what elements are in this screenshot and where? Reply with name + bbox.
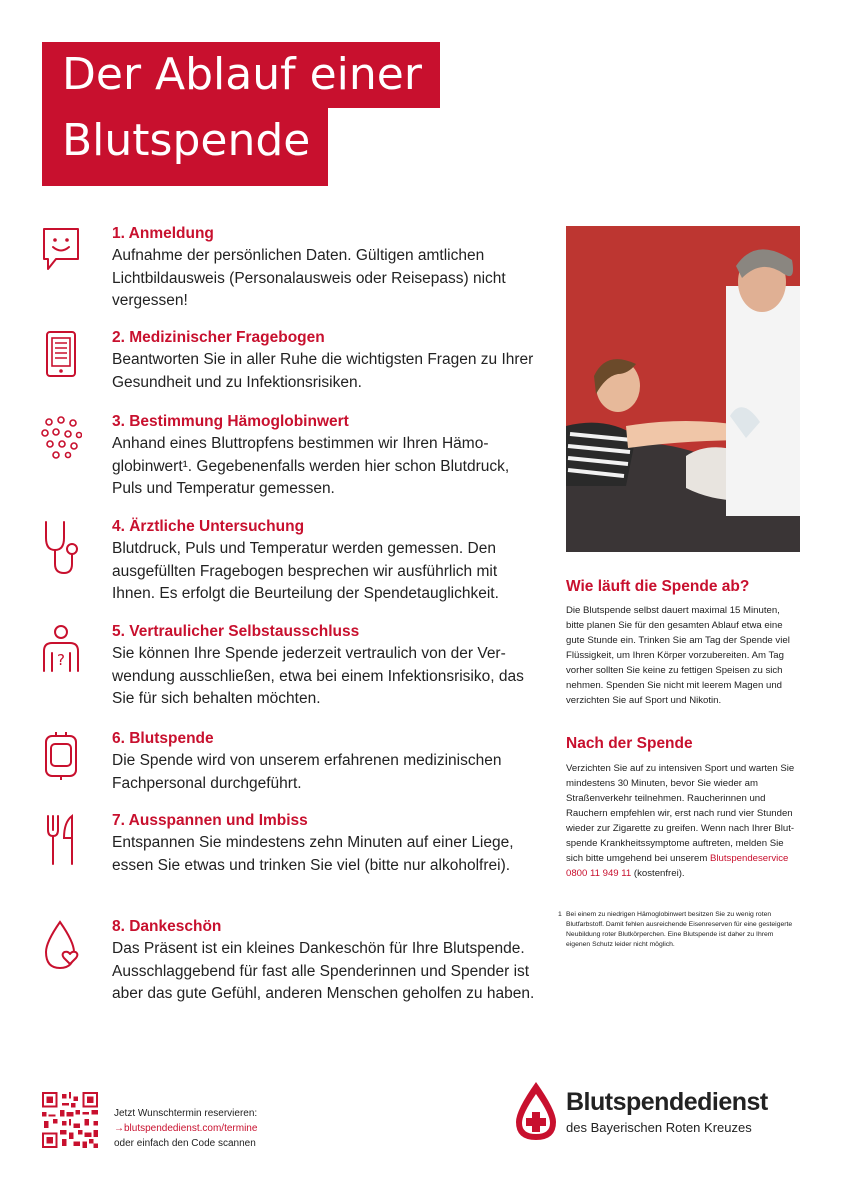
step-text: Anhand eines Bluttropfens bestimmen wir Ihren Hämoglobinwert¹. Gegebenenfalls werden hier schon Blutdruck, Puls und Temperatur gemessen. — [112, 435, 510, 497]
photo-illustration — [566, 226, 800, 552]
speech-bubble-smile-icon — [40, 225, 82, 275]
step-text: Entspannen Sie mindestens zehn Minuten auf einer Liege, essen Sie etwas und trinken Sie viel (bitte nur alkoholfrei). — [112, 834, 514, 874]
sidebar-text-nach — [566, 761, 798, 881]
tablet-questionnaire-icon — [40, 329, 82, 379]
appointment-cta — [114, 1106, 257, 1151]
drop-heart-icon — [40, 918, 82, 974]
blood-bag-icon — [40, 730, 82, 780]
stethoscope-icon — [40, 518, 82, 578]
donation-photo — [566, 226, 800, 552]
sidebar-heading-ablauf: Wie läuft die Spende ab? — [566, 578, 750, 595]
cta-line-1: Jetzt Wunschtermin reservieren: — [114, 1108, 258, 1119]
sidebar-heading-nach: Nach der Spende — [566, 735, 693, 752]
page-title-line-2: Blutspende — [42, 108, 328, 186]
step-heading: 3. Bestimmung Hämoglobinwert — [112, 413, 349, 430]
step-heading: 8. Dankeschön — [112, 918, 222, 935]
logo-wordmark: Blutspendedienst — [566, 1088, 768, 1116]
step-text: Blutdruck, Puls und Temperatur werden gemessen. Den ausgefüllten Fragebogen besprechen wir ausführlich mit Ihnen. Es erfolgt die Beurteilung der Spendetauglichkeit. — [112, 540, 499, 602]
fork-knife-icon — [40, 812, 82, 868]
step-text: Aufnahme der persönlichen Daten. Gültigen amtlichen Lichtbildausweis (Personalausweis oder Reisepass) nicht vergessen! — [112, 247, 506, 309]
step-text: Beantworten Sie in aller Ruhe die wichtigsten Fragen zu Ihrer Gesundheit und zu Infektionsrisiken. — [112, 351, 534, 391]
step-heading: 2. Medizinischer Fragebogen — [112, 329, 325, 346]
step-heading: 4. Ärztliche Untersuchung — [112, 518, 305, 535]
footnote — [558, 910, 798, 950]
brk-drop-logo-icon — [512, 1080, 560, 1142]
blood-cells-icon — [40, 413, 82, 463]
sidebar-text-nach-body: Verzichten Sie auf zu intensiven Sport und warten Sie mindestens 30 Minuten, bevor Sie wieder am Straßenverkehr teilnehmen. Raucherinnen und Rauchern empfehlen wir, erst nach rund vier Stunden wieder zur Zigarette zu greifen. Wenn nach Ihrer Blutspende Krankheitssymptome auftreten, melden Sie sich bitte umgehend bei unserem — [566, 763, 795, 864]
step-heading: 1. Anmeldung — [112, 225, 214, 242]
footnote-text: Bei einem zu niedrigen Hämoglobinwert besitzen Sie zu wenig roten Blutfarbstoff. Damit fehlen ausreichende Eisenreserven für eine gesteigerte Neubildung roter Blutkörperchen. Eine Blutspende ist daher zu Ihrem eigenen Schutz leider nicht möglich. — [566, 911, 793, 948]
person-question-icon — [40, 623, 82, 673]
hotline-link[interactable]: Blutspendeservice 0800 11 949 11 — [566, 853, 789, 879]
step-text: Sie können Ihre Spende jederzeit vertraulich von der Verwendung ausschließen, etwa bei einem Infektionsrisiko, das Sie für sich behalten möchten. — [112, 645, 524, 707]
footnote-number: 1 — [558, 911, 562, 918]
page-title-line-1: Der Ablauf einer — [42, 42, 440, 108]
step-text: Das Präsent ist ein kleines Dankeschön für Ihre Blutspende. Ausschlaggebend für fast alle Spenderinnen und Spender ist aber das gute Gefühl, anderen Menschen geholfen zu haben. — [112, 940, 535, 1002]
logo-subtitle: des Bayerischen Roten Kreuzes — [566, 1120, 752, 1135]
cta-link[interactable]: →blutspendedienst.com/termine — [114, 1123, 258, 1134]
sidebar-text-ablauf: Die Blutspende selbst dauert maximal 15 Minuten, bitte planen Sie für den gesamten Ablauf etwa eine gute Stunde ein. Trinken Sie am Tag der Spende viel Flüssigkeit, um Ihren Körper vorzubereiten. Am Tag vorher sollten Sie keine zu fettigen Speisen zu sich nehmen. Spenden Sie nicht mit leerem Magen und verzichten Sie auf Sport und Nikotin. — [566, 605, 790, 706]
step-heading: 7. Ausspannen und Imbiss — [112, 812, 308, 829]
step-heading: 6. Blutspende — [112, 730, 214, 747]
hotline-suffix: (kostenfrei). — [631, 868, 685, 879]
step-text: Die Spende wird von unserem erfahrenen medizinischen Fachpersonal durchgeführt. — [112, 752, 502, 792]
cta-line-3: oder einfach den Code scannen — [114, 1138, 256, 1149]
svg-text:?: ? — [57, 651, 65, 669]
step-heading: 5. Vertraulicher Selbstausschluss — [112, 623, 360, 640]
qr-code-icon[interactable] — [42, 1092, 98, 1148]
